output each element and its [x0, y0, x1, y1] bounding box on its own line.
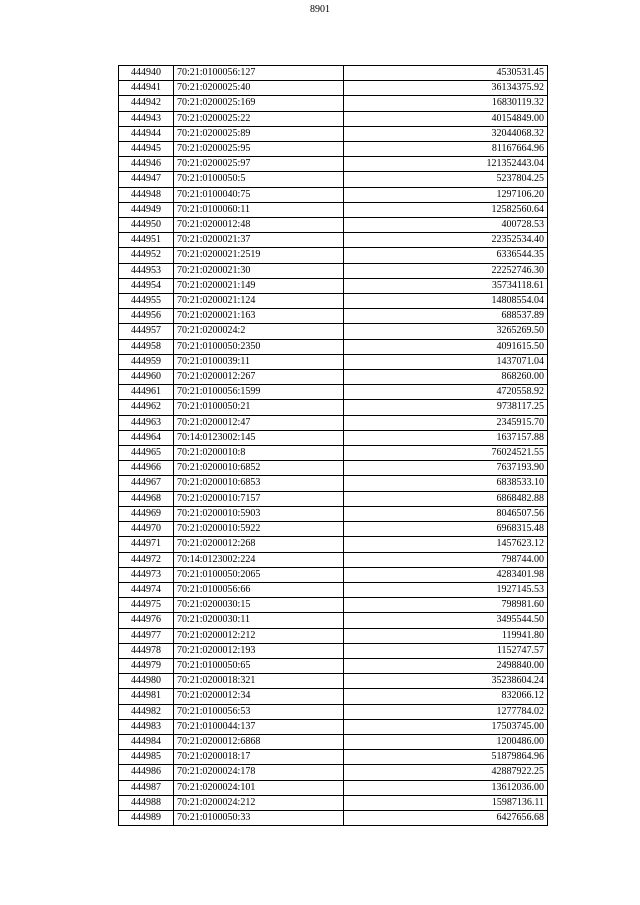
cadastral-value-cell: 17503745.00 — [344, 719, 548, 734]
table-row — [119, 704, 548, 719]
cadastral-value-cell: 1437071.04 — [344, 354, 548, 369]
record-number-cell: 444986 — [119, 765, 174, 780]
cadastral-number-cell: 70:21:0200010:6852 — [174, 461, 344, 476]
record-number-cell: 444945 — [119, 142, 174, 157]
cadastral-number-cell: 70:21:0200018:321 — [174, 674, 344, 689]
record-number-cell: 444941 — [119, 81, 174, 96]
record-number-cell: 444968 — [119, 491, 174, 506]
cadastral-value-cell: 36134375.92 — [344, 81, 548, 96]
cadastral-value-cell: 1927145.53 — [344, 582, 548, 597]
cadastral-number-cell: 70:21:0200025:40 — [174, 81, 344, 96]
table-row — [119, 506, 548, 521]
table-row — [119, 750, 548, 765]
record-number-cell: 444944 — [119, 126, 174, 141]
record-number-cell: 444942 — [119, 96, 174, 111]
table-row — [119, 278, 548, 293]
cadastral-number-cell: 70:21:0100050:2065 — [174, 567, 344, 582]
cadastral-value-cell: 6838533.10 — [344, 476, 548, 491]
record-number-cell: 444952 — [119, 248, 174, 263]
table-row — [119, 142, 548, 157]
cadastral-value-cell: 6336544.35 — [344, 248, 548, 263]
table-row — [119, 385, 548, 400]
record-number-cell: 444984 — [119, 734, 174, 749]
cadastral-number-cell: 70:21:0200021:149 — [174, 278, 344, 293]
table-row — [119, 567, 548, 582]
record-number-cell: 444954 — [119, 278, 174, 293]
cadastral-number-cell: 70:21:0100056:66 — [174, 582, 344, 597]
cadastral-value-cell: 1152747.57 — [344, 643, 548, 658]
cadastral-value-cell: 22352534.40 — [344, 233, 548, 248]
cadastral-number-cell: 70:21:0200012:6868 — [174, 734, 344, 749]
record-number-cell: 444964 — [119, 430, 174, 445]
record-number-cell: 444947 — [119, 172, 174, 187]
cadastral-value-cell: 1457623.12 — [344, 537, 548, 552]
cadastral-value-cell: 13612036.00 — [344, 780, 548, 795]
record-number-cell: 444971 — [119, 537, 174, 552]
table-row — [119, 218, 548, 233]
record-number-cell: 444958 — [119, 339, 174, 354]
cadastral-number-cell: 70:21:0100040:75 — [174, 187, 344, 202]
cadastral-value-cell: 121352443.04 — [344, 157, 548, 172]
cadastral-number-cell: 70:21:0200024:101 — [174, 780, 344, 795]
table-row — [119, 202, 548, 217]
cadastral-value-cell: 12582560.64 — [344, 202, 548, 217]
cadastral-value-cell: 6868482.88 — [344, 491, 548, 506]
table-row — [119, 734, 548, 749]
cadastral-value-cell: 51879864.96 — [344, 750, 548, 765]
cadastral-number-cell: 70:21:0200021:124 — [174, 294, 344, 309]
cadastral-value-cell: 7637193.90 — [344, 461, 548, 476]
cadastral-value-cell: 40154849.00 — [344, 111, 548, 126]
cadastral-value-cell: 1297106.20 — [344, 187, 548, 202]
table-row — [119, 233, 548, 248]
cadastral-value-cell: 2498840.00 — [344, 658, 548, 673]
cadastral-number-cell: 70:21:0200024:212 — [174, 795, 344, 810]
cadastral-number-cell: 70:21:0200012:268 — [174, 537, 344, 552]
record-number-cell: 444956 — [119, 309, 174, 324]
table-row — [119, 613, 548, 628]
cadastral-value-cell: 4720558.92 — [344, 385, 548, 400]
record-number-cell: 444974 — [119, 582, 174, 597]
table-row — [119, 126, 548, 141]
record-number-cell: 444981 — [119, 689, 174, 704]
cadastral-number-cell: 70:21:0200025:22 — [174, 111, 344, 126]
cadastral-value-cell: 798981.60 — [344, 598, 548, 613]
cadastral-value-cell: 16830119.32 — [344, 96, 548, 111]
table-row — [119, 430, 548, 445]
record-number-cell: 444970 — [119, 522, 174, 537]
table-row — [119, 81, 548, 96]
record-number-cell: 444950 — [119, 218, 174, 233]
record-number-cell: 444979 — [119, 658, 174, 673]
table-row — [119, 446, 548, 461]
cadastral-number-cell: 70:21:0100056:1599 — [174, 385, 344, 400]
table-row — [119, 339, 548, 354]
table-row — [119, 719, 548, 734]
record-number-cell: 444973 — [119, 567, 174, 582]
table-row — [119, 537, 548, 552]
cadastral-value-cell: 2345915.70 — [344, 415, 548, 430]
record-number-cell: 444960 — [119, 370, 174, 385]
record-number-cell: 444967 — [119, 476, 174, 491]
table-row — [119, 354, 548, 369]
record-number-cell: 444951 — [119, 233, 174, 248]
cadastral-value-table — [118, 65, 548, 826]
cadastral-value-cell: 688537.89 — [344, 309, 548, 324]
table-row — [119, 476, 548, 491]
cadastral-number-cell: 70:14:0123002:224 — [174, 552, 344, 567]
cadastral-number-cell: 70:21:0200030:11 — [174, 613, 344, 628]
cadastral-value-cell: 1637157.88 — [344, 430, 548, 445]
record-number-cell: 444949 — [119, 202, 174, 217]
cadastral-number-cell: 70:21:0200025:169 — [174, 96, 344, 111]
cadastral-number-cell: 70:21:0200012:267 — [174, 370, 344, 385]
table-row — [119, 248, 548, 263]
cadastral-number-cell: 70:21:0200012:48 — [174, 218, 344, 233]
cadastral-value-cell: 832066.12 — [344, 689, 548, 704]
table-row — [119, 674, 548, 689]
record-number-cell: 444975 — [119, 598, 174, 613]
record-number-cell: 444946 — [119, 157, 174, 172]
cadastral-number-cell: 70:21:0100039:11 — [174, 354, 344, 369]
cadastral-number-cell: 70:21:0200024:178 — [174, 765, 344, 780]
table-row — [119, 172, 548, 187]
cadastral-value-cell: 798744.00 — [344, 552, 548, 567]
cadastral-number-cell: 70:21:0200025:89 — [174, 126, 344, 141]
cadastral-value-cell: 81167664.96 — [344, 142, 548, 157]
cadastral-value-cell: 6968315.48 — [344, 522, 548, 537]
cadastral-value-cell: 3265269.50 — [344, 324, 548, 339]
record-number-cell: 444982 — [119, 704, 174, 719]
cadastral-value-cell: 42887922.25 — [344, 765, 548, 780]
record-number-cell: 444976 — [119, 613, 174, 628]
cadastral-number-cell: 70:21:0200030:15 — [174, 598, 344, 613]
cadastral-value-cell: 4091615.50 — [344, 339, 548, 354]
cadastral-number-cell: 70:21:0200012:34 — [174, 689, 344, 704]
cadastral-number-cell: 70:21:0200018:17 — [174, 750, 344, 765]
record-number-cell: 444966 — [119, 461, 174, 476]
record-number-cell: 444940 — [119, 66, 174, 81]
record-number-cell: 444959 — [119, 354, 174, 369]
record-number-cell: 444943 — [119, 111, 174, 126]
cadastral-number-cell: 70:21:0100050:65 — [174, 658, 344, 673]
table-row — [119, 643, 548, 658]
table-row — [119, 780, 548, 795]
cadastral-number-cell: 70:21:0200021:2519 — [174, 248, 344, 263]
cadastral-value-cell: 15987136.11 — [344, 795, 548, 810]
record-number-cell: 444978 — [119, 643, 174, 658]
record-number-cell: 444980 — [119, 674, 174, 689]
table-row — [119, 111, 548, 126]
cadastral-value-cell: 4530531.45 — [344, 66, 548, 81]
table-row — [119, 96, 548, 111]
cadastral-number-cell: 70:21:0200010:7157 — [174, 491, 344, 506]
cadastral-number-cell: 70:21:0200012:212 — [174, 628, 344, 643]
table-row — [119, 628, 548, 643]
table-body — [119, 66, 548, 826]
record-number-cell: 444977 — [119, 628, 174, 643]
table-row — [119, 795, 548, 810]
cadastral-number-cell: 70:21:0200010:5903 — [174, 506, 344, 521]
record-number-cell: 444988 — [119, 795, 174, 810]
record-number-cell: 444955 — [119, 294, 174, 309]
cadastral-value-cell: 1277784.02 — [344, 704, 548, 719]
cadastral-value-cell: 76024521.55 — [344, 446, 548, 461]
cadastral-value-cell: 1200486.00 — [344, 734, 548, 749]
table-row — [119, 552, 548, 567]
cadastral-number-cell: 70:21:0100050:5 — [174, 172, 344, 187]
record-number-cell: 444953 — [119, 263, 174, 278]
cadastral-number-cell: 70:21:0200021:163 — [174, 309, 344, 324]
table-row — [119, 294, 548, 309]
table-row — [119, 810, 548, 825]
cadastral-number-cell: 70:21:0200021:30 — [174, 263, 344, 278]
record-number-cell: 444961 — [119, 385, 174, 400]
cadastral-value-cell: 8046507.56 — [344, 506, 548, 521]
table-row — [119, 765, 548, 780]
cadastral-number-cell: 70:21:0100060:11 — [174, 202, 344, 217]
cadastral-value-cell: 35238604.24 — [344, 674, 548, 689]
cadastral-number-cell: 70:21:0200025:95 — [174, 142, 344, 157]
cadastral-number-cell: 70:21:0100050:33 — [174, 810, 344, 825]
cadastral-number-cell: 70:21:0200012:47 — [174, 415, 344, 430]
table-row — [119, 370, 548, 385]
table-row — [119, 598, 548, 613]
cadastral-number-cell: 70:21:0200010:5922 — [174, 522, 344, 537]
record-number-cell: 444989 — [119, 810, 174, 825]
cadastral-value-cell: 22252746.30 — [344, 263, 548, 278]
cadastral-value-cell: 32044068.32 — [344, 126, 548, 141]
table-row — [119, 689, 548, 704]
record-number-cell: 444948 — [119, 187, 174, 202]
record-number-cell: 444987 — [119, 780, 174, 795]
record-number-cell: 444969 — [119, 506, 174, 521]
cadastral-number-cell: 70:21:0200012:193 — [174, 643, 344, 658]
record-number-cell: 444972 — [119, 552, 174, 567]
cadastral-value-cell: 119941.80 — [344, 628, 548, 643]
record-number-cell: 444983 — [119, 719, 174, 734]
cadastral-value-cell: 400728.53 — [344, 218, 548, 233]
record-number-cell: 444965 — [119, 446, 174, 461]
cadastral-value-cell: 4283401.98 — [344, 567, 548, 582]
table-row — [119, 522, 548, 537]
table-row — [119, 309, 548, 324]
table-row — [119, 157, 548, 172]
cadastral-number-cell: 70:21:0200010:6853 — [174, 476, 344, 491]
cadastral-number-cell: 70:21:0200025:97 — [174, 157, 344, 172]
table-row — [119, 187, 548, 202]
cadastral-value-cell: 5237804.25 — [344, 172, 548, 187]
cadastral-value-cell: 35734118.61 — [344, 278, 548, 293]
cadastral-value-cell: 9738117.25 — [344, 400, 548, 415]
table-row — [119, 324, 548, 339]
table-row — [119, 263, 548, 278]
table-row — [119, 461, 548, 476]
cadastral-number-cell: 70:21:0200010:8 — [174, 446, 344, 461]
record-number-cell: 444957 — [119, 324, 174, 339]
table-row — [119, 415, 548, 430]
table-row — [119, 582, 548, 597]
record-number-cell: 444962 — [119, 400, 174, 415]
record-number-cell: 444963 — [119, 415, 174, 430]
page-number: 8901 — [310, 4, 330, 15]
cadastral-value-cell: 868260.00 — [344, 370, 548, 385]
cadastral-number-cell: 70:21:0200021:37 — [174, 233, 344, 248]
cadastral-number-cell: 70:14:0123002:145 — [174, 430, 344, 445]
cadastral-number-cell: 70:21:0200024:2 — [174, 324, 344, 339]
cadastral-value-cell: 14808554.04 — [344, 294, 548, 309]
cadastral-number-cell: 70:21:0100050:2350 — [174, 339, 344, 354]
cadastral-number-cell: 70:21:0100056:127 — [174, 66, 344, 81]
cadastral-number-cell: 70:21:0100050:21 — [174, 400, 344, 415]
cadastral-number-cell: 70:21:0100044:137 — [174, 719, 344, 734]
table-row — [119, 400, 548, 415]
table-row — [119, 491, 548, 506]
cadastral-value-cell: 3495544.50 — [344, 613, 548, 628]
table-row — [119, 66, 548, 81]
table-row — [119, 658, 548, 673]
record-number-cell: 444985 — [119, 750, 174, 765]
cadastral-number-cell: 70:21:0100056:53 — [174, 704, 344, 719]
cadastral-value-cell: 6427656.68 — [344, 810, 548, 825]
